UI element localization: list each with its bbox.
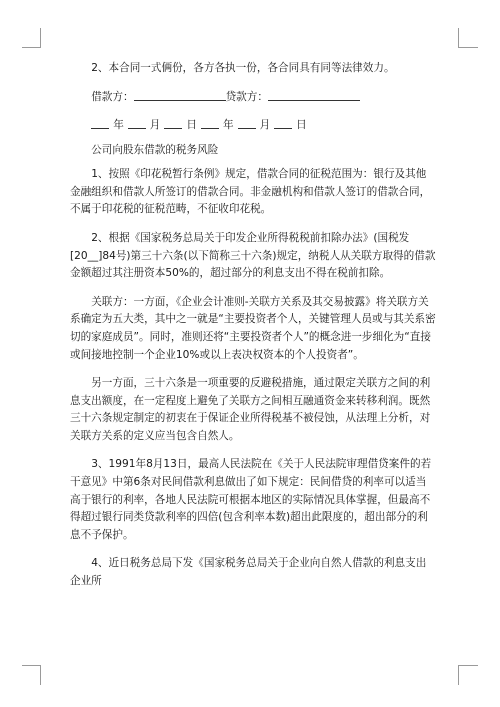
date-year-2: 年 [222,119,234,132]
date-month-2: 月 [259,119,271,132]
crop-mark [458,47,478,48]
paragraph-pre-tax-deduction: 2、根据《国家税务总局关于印发企业所得税税前扣除办法》(国税发[20__]84号)第三十六条(以下简称三十六条)规定，纳税人从关联方取得的借款金额超过其注册资本50%的，超过部分的利息支出不得在税前扣除。 [70,232,436,280]
date-year: 年 [113,119,124,132]
crop-mark [22,47,41,48]
date-day: 日 [186,119,197,132]
date-day-2: 日 [296,119,307,132]
crop-mark [40,28,41,48]
paragraph-court-opinion: 3、1991年8月13日，最高人民法院在《关于人民法院审理借贷案件的若干意见》中第6条对民间借款利息做出了如下规定：民间借贷的利率可以适当高于银行的利率，各地人民法院可根据本地区的实际情况具体掌握，但最高不得超过银行同类贷款利率的四倍(包含利率本数)超出此限度的，超出部分的利息不予保护。 [70,458,432,541]
crop-mark [22,665,41,666]
borrower-label: 借款方： [91,90,134,103]
paragraph-tax-bureau: 4、近日税务总局下发《国家税务总局关于企业向自然人借款的利息支出企业所 [70,557,427,587]
crop-mark [458,665,459,685]
paragraph-stamp-duty: 1、按照《印花税暂行条例》规定，借款合同的征税范围为：银行及其他金融组织和借款人所签订的借款合同。非金融机构和借款人签订的借款合同，不属于印花税的征税范畴，不征收印花税。 [70,168,431,216]
paragraph-anti-avoidance: 另一方面，三十六条是一项重要的反避税措施，通过限定关联方之间的利息支出额度，在一定程度上避免了关联方之间相互融通资金来转移利润。既然三十六条规定制定的初衷在于保证企业所得税基不被侵蚀，从法理上分析，对关联方关系的定义应当包含自然人。 [70,377,431,442]
date-month: 月 [149,119,161,132]
crop-mark [458,28,459,48]
borrower-blank [134,89,226,101]
lender-label: 贷款方： [225,90,268,103]
paragraph-related-party: 关联方：一方面，《企业会计准则-关联方关系及其交易披露》将关联方关系确定为五大类，其中之一就是“主要投资者个人，关键管理人员或与其关系密切的家庭成员”。同时，准则还将“主要投资者个人”的概念进一步细化为“直接或间接地控制一个企业10%或以上表决权资本的个人投资者”。 [70,295,436,361]
lender-blank [268,89,360,101]
paragraph-contract-copies: 2、本合同一式俩份，各方各执一份，各合同具有同等法律效力。 [91,62,395,74]
date-line [70,117,436,135]
crop-mark [40,665,41,685]
document-page [70,60,436,590]
crop-mark [458,665,478,666]
section-heading: 公司向股东借款的税务风险 [91,143,219,156]
signature-line [70,89,436,107]
